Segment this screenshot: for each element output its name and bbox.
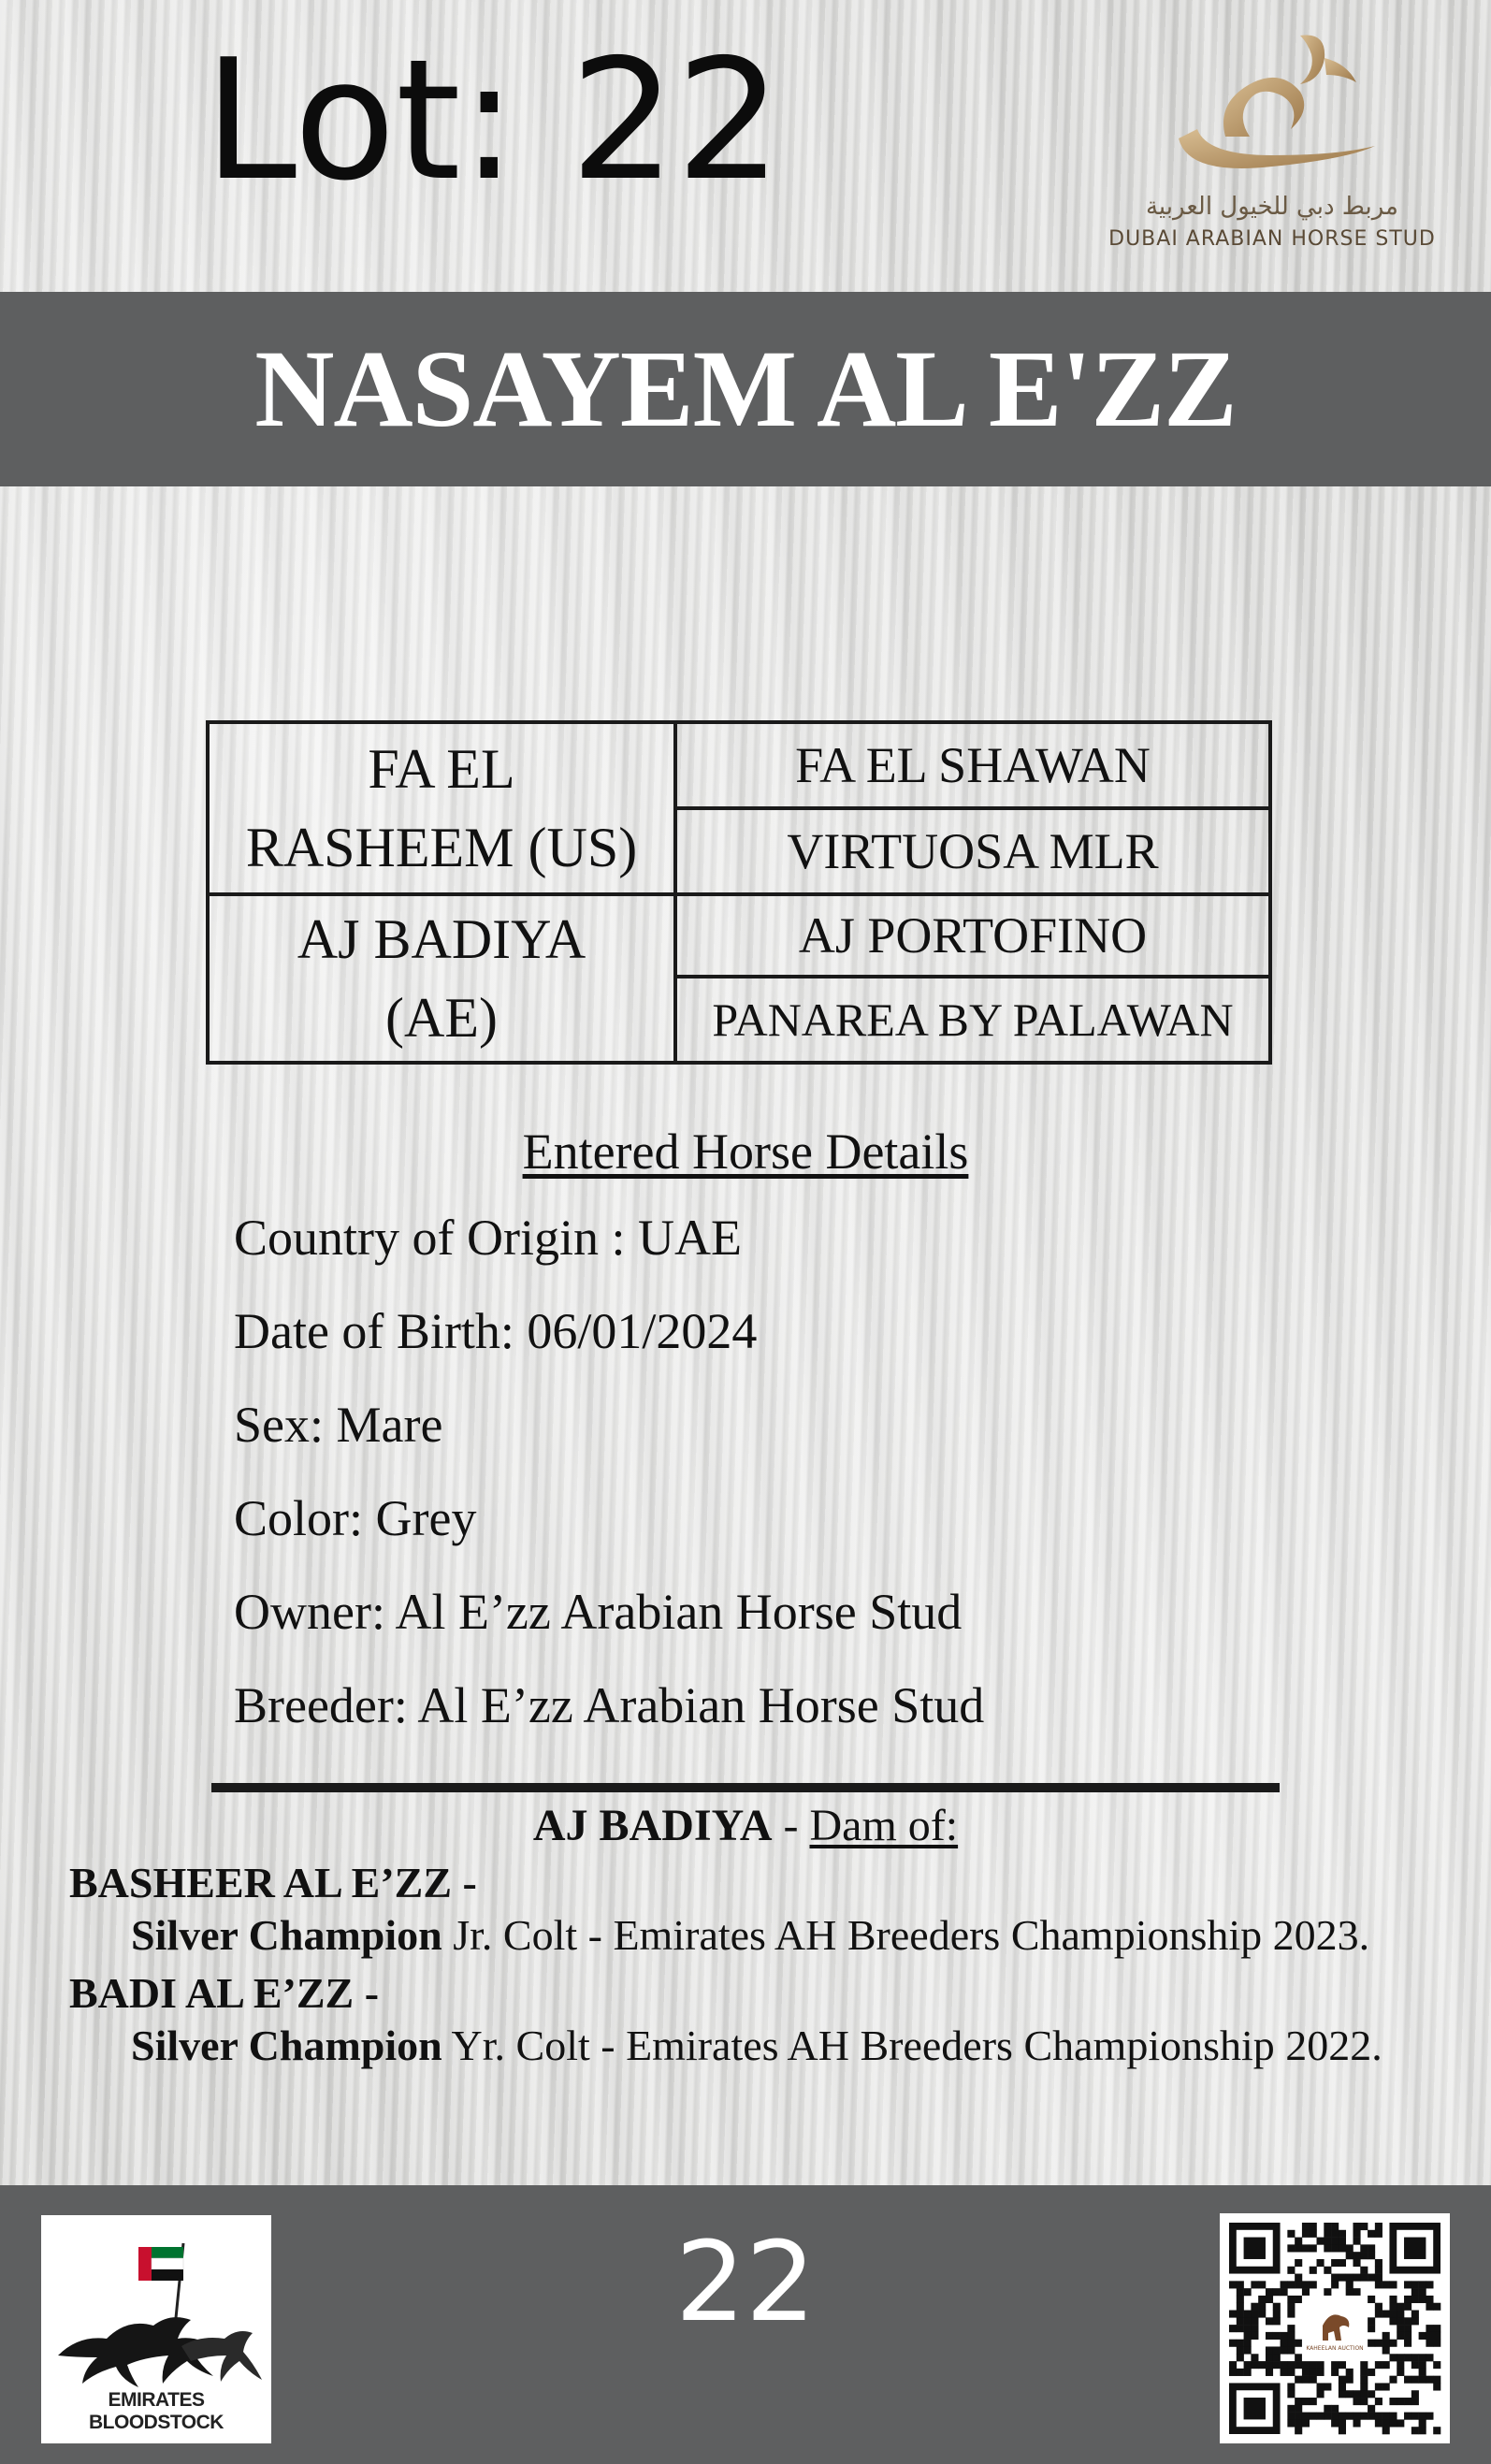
sire-cell bbox=[210, 724, 677, 896]
emirates-bloodstock-text: EMIRATES BLOODSTOCK bbox=[89, 2389, 224, 2433]
details-heading: Entered Horse Details bbox=[522, 1123, 969, 1180]
racehorse-flag-icon bbox=[41, 2215, 271, 2402]
dam-of-separator: - bbox=[772, 1801, 810, 1850]
progeny-award-1-title: Silver Champion bbox=[131, 1911, 442, 1959]
progeny-award-2 bbox=[131, 2021, 1382, 2070]
section-divider bbox=[211, 1783, 1280, 1792]
dam-name-line2: (AE) bbox=[385, 987, 498, 1049]
progeny-award-1 bbox=[131, 1910, 1369, 1960]
dam-dam-cell: PANAREA BY PALAWAN bbox=[712, 993, 1234, 1046]
detail-breeder: Breeder: Al E’zz Arabian Horse Stud bbox=[234, 1677, 985, 1733]
dam-of-label: Dam of: bbox=[809, 1801, 959, 1850]
dam-of-name: AJ BADIYA bbox=[532, 1801, 773, 1850]
qr-code-icon bbox=[1220, 2213, 1450, 2443]
progeny-name-1: BASHEER AL E’ZZ - bbox=[69, 1859, 477, 1906]
footer-lot-number: 22 bbox=[674, 2217, 817, 2346]
stud-emblem-icon bbox=[1160, 26, 1384, 185]
dam-sire-cell: AJ PORTOFINO bbox=[677, 896, 1268, 978]
lot-title: Lot: 22 bbox=[204, 23, 782, 217]
dam-of-heading bbox=[0, 1800, 1491, 1851]
progeny-name-2: BADI AL E’ZZ - bbox=[69, 1969, 380, 2017]
emirates-bloodstock-logo bbox=[41, 2215, 271, 2443]
sire-name-line2: RASHEEM (US) bbox=[245, 817, 638, 878]
sire-name-line1: FA EL bbox=[368, 738, 515, 800]
pedigree-table bbox=[206, 720, 1272, 1065]
horse-name: NASAYEM AL E'ZZ bbox=[254, 327, 1237, 450]
qr-code[interactable] bbox=[1220, 2213, 1450, 2443]
sire-dam-cell: VIRTUOSA MLR bbox=[677, 810, 1268, 896]
detail-sex: Sex: Mare bbox=[234, 1397, 443, 1453]
progeny-award-2-detail: Yr. Colt - Emirates AH Breeders Championship 2022. bbox=[442, 2022, 1382, 2069]
detail-country: Country of Origin : UAE bbox=[234, 1210, 742, 1266]
detail-color: Color: Grey bbox=[234, 1490, 477, 1546]
sire-sire-cell: FA EL SHAWAN bbox=[677, 724, 1268, 810]
detail-owner: Owner: Al E’zz Arabian Horse Stud bbox=[234, 1584, 963, 1640]
logo-arabic-text: مربط دبي للخيول العربية bbox=[1145, 193, 1398, 221]
progeny-award-2-title: Silver Champion bbox=[131, 2022, 442, 2069]
dubai-arabian-horse-stud-logo bbox=[1085, 26, 1459, 260]
qr-label: KAHEELAN AUCTION bbox=[1306, 2345, 1364, 2352]
dam-cell bbox=[210, 896, 677, 1061]
progeny-award-1-detail: Jr. Colt - Emirates AH Breeders Championship 2023. bbox=[442, 1911, 1370, 1959]
logo-english-text: DUBAI ARABIAN HORSE STUD bbox=[1108, 227, 1436, 251]
detail-dob: Date of Birth: 06/01/2024 bbox=[234, 1303, 758, 1359]
dam-name-line1: AJ BADIYA bbox=[297, 908, 586, 970]
